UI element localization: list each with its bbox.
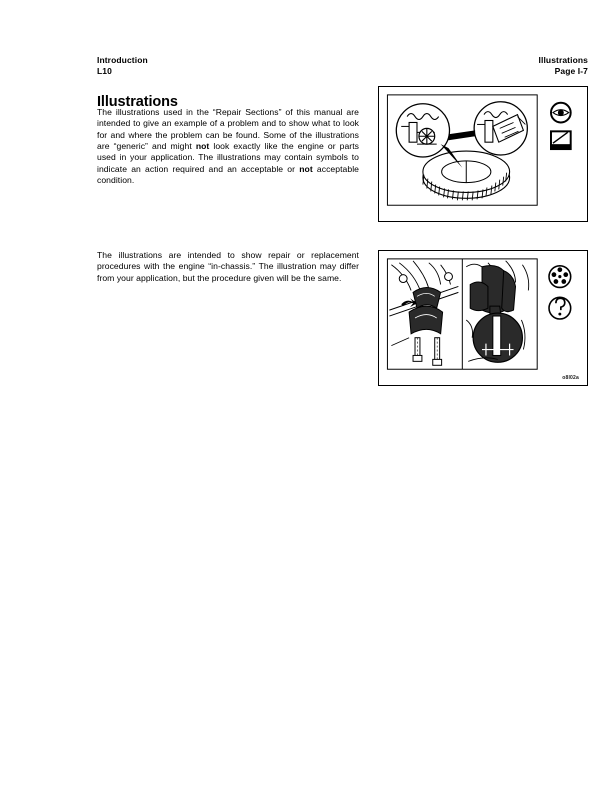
callout-left: [396, 104, 449, 157]
body-paragraph-1: The illustrations used in the “Repair Sections” of this manual are intended to give an example of a problem and to show what to look for and where the problem can be found. Some of the illustrations are “generic” and might not look exactly like the engine or parts used in your application. The illustrations may contain symbols to indicate an action required and an acceptable or not acceptable condition.: [97, 107, 359, 186]
running-head-right: [539, 55, 588, 77]
running-head: [97, 55, 588, 77]
body-paragraph-2: The illustrations are intended to show repair or replacement procedures with the engine “in-chassis.” The illustration may differ from your application, but the procedure given will be the same.: [97, 250, 359, 283]
running-head-left-line2: L10: [97, 66, 112, 76]
callout-right: [474, 102, 527, 155]
question-mark-icon: [549, 297, 571, 319]
left-panel-drawing: [389, 261, 458, 365]
right-panel-drawing: [466, 261, 528, 362]
running-head-right-line1: Illustrations: [538, 55, 588, 65]
figure-caption: o8l02a: [562, 375, 579, 381]
running-head-right-line2: Page I-7: [554, 66, 588, 76]
cap-screw-right: [433, 338, 442, 366]
running-head-left: [97, 55, 148, 77]
running-head-left-line1: Introduction: [97, 55, 148, 65]
eye-inspect-icon: [551, 103, 571, 123]
torque-pattern-icon: [549, 266, 571, 288]
in-chassis-repair-figure: [378, 250, 588, 386]
gear-inspection-figure: [378, 86, 588, 222]
cap-screw-left: [413, 338, 422, 362]
surface-measure-icon: [550, 130, 572, 150]
gear-drawing: [423, 151, 510, 200]
page-title: Illustrations: [97, 93, 178, 110]
